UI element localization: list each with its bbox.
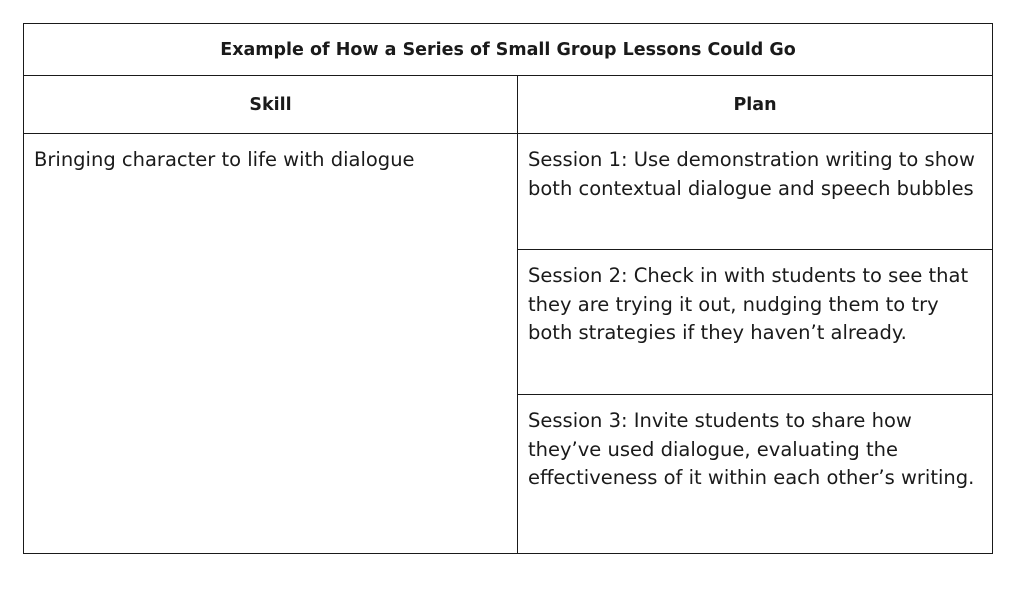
plan-column-header: Plan <box>518 76 993 134</box>
session-2-cell: Session 2: Check in with students to see that they are trying it out, nudging them to try both strategies if they haven’t already. <box>518 250 993 395</box>
header-row <box>24 76 993 134</box>
session-1-cell: Session 1: Use demonstration writing to show both contextual dialogue and speech bubbles <box>518 134 993 250</box>
table-row <box>24 134 993 250</box>
title-row <box>24 24 993 76</box>
lesson-plan-table <box>23 23 993 554</box>
table-title: Example of How a Series of Small Group Lessons Could Go <box>24 24 993 76</box>
skill-cell: Bringing character to life with dialogue <box>24 134 518 554</box>
session-3-cell: Session 3: Invite students to share how they’ve used dialogue, evaluating the effectiveness of it within each other’s writing. <box>518 395 993 554</box>
skill-column-header: Skill <box>24 76 518 134</box>
